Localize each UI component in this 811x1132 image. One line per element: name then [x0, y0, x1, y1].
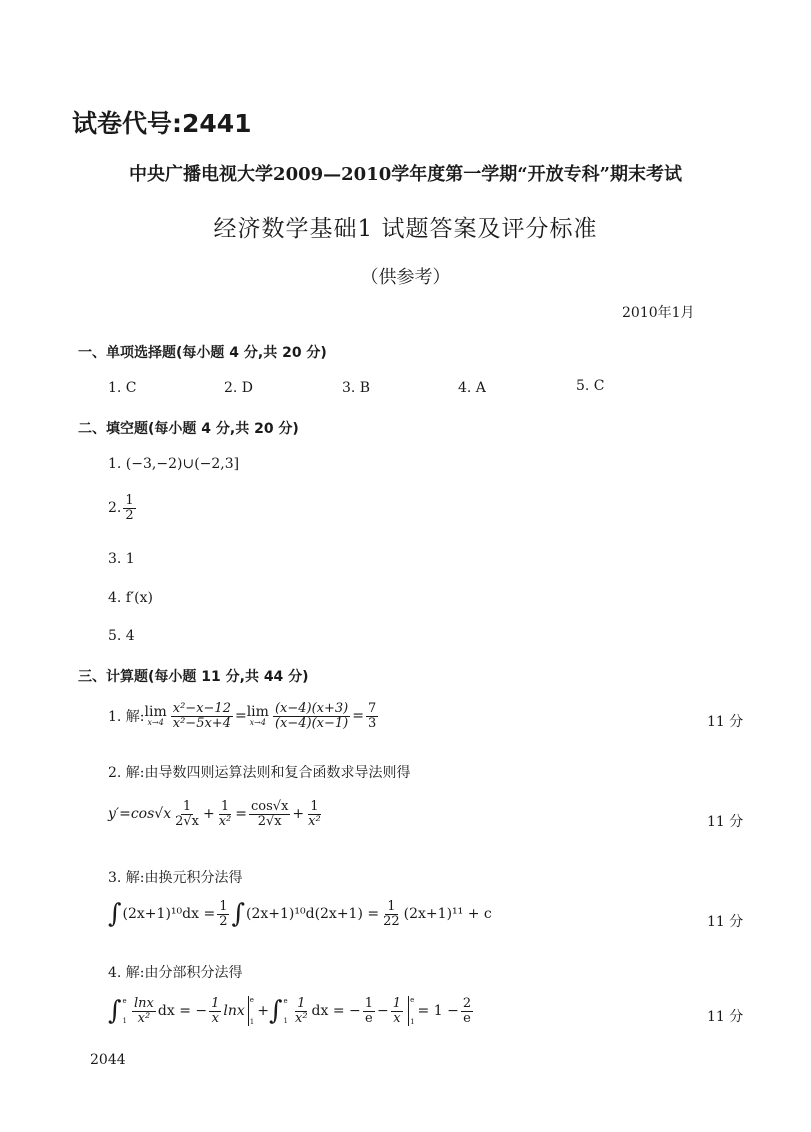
fill-answer-1: 1. (−3,−2)∪(−2,3] — [108, 456, 240, 472]
document-title: 经济数学基础1 试题答案及评分标准 — [213, 216, 598, 242]
fraction — [217, 800, 234, 828]
fraction — [293, 997, 310, 1025]
fill-answer-2-prefix: 2. — [108, 500, 122, 517]
integral-part-1: (2x+1)¹⁰dx = — [122, 906, 216, 923]
calc-answer-2-text: 2. 解:由导数四则运算法则和复合函数求导法则得 — [108, 765, 411, 781]
upper-limit: e — [410, 996, 415, 1004]
fraction-denominator: x — [393, 1010, 401, 1026]
document-date: 2010年1月 — [622, 305, 695, 321]
integral-part-1: dx = − — [157, 1003, 208, 1019]
calc-answer-1-prefix: 1. 解: — [108, 709, 145, 726]
calc-answer-3-formula — [108, 900, 492, 928]
fraction-numerator: 1 — [392, 995, 402, 1011]
equals-sign: = — [352, 708, 364, 725]
lower-limit: 1 — [410, 1018, 415, 1026]
fraction-numerator: 2 — [462, 995, 472, 1011]
integral-limits — [284, 997, 288, 1025]
fraction — [363, 997, 375, 1025]
limit-label: lim — [144, 704, 167, 721]
integral-sign: ∫ — [231, 899, 246, 930]
exam-school-line: 中央广播电视大学2009—2010学年度第一学期“开放专科”期末考试 — [129, 164, 682, 185]
fraction-numerator: 1 — [387, 899, 396, 914]
integral-part-4: dx = − — [311, 1003, 361, 1019]
limit-label: lim — [246, 704, 269, 721]
fraction-denominator: 3 — [367, 715, 377, 731]
fraction — [391, 997, 403, 1025]
fraction-numerator: (x−4)(x+3) — [274, 701, 349, 716]
fraction — [171, 702, 233, 730]
equals-sign: = — [234, 708, 247, 725]
fraction — [132, 997, 156, 1025]
integral-part-2: (2x+1)¹⁰d(2x+1) = — [246, 906, 380, 923]
fraction-denominator: 2√x — [257, 813, 282, 829]
fraction-denominator: x² — [137, 1010, 151, 1026]
fraction — [381, 900, 402, 928]
fraction-numerator: x²−x−12 — [172, 701, 231, 716]
evaluation-limits — [250, 996, 254, 1026]
evaluation-limits — [410, 996, 414, 1026]
lower-limit: 1 — [283, 1017, 288, 1025]
fraction-numerator: 1 — [125, 493, 134, 508]
fraction-denominator: e — [463, 1010, 471, 1026]
fraction-denominator: (x−4)(x−1) — [274, 715, 349, 731]
score-q3: 11 分 — [707, 914, 744, 930]
equals-sign: = — [235, 806, 247, 823]
plus-sign: + — [292, 806, 305, 823]
fraction — [306, 800, 323, 828]
integral-limits — [123, 997, 127, 1025]
fraction — [273, 702, 350, 730]
reference-note: （供参考） — [360, 267, 451, 288]
fraction-denominator: x²−5x+4 — [172, 715, 231, 731]
fraction — [249, 800, 290, 828]
integral-part-3: (2x+1)¹¹ + c — [403, 906, 492, 923]
fraction-denominator: 22 — [383, 913, 400, 929]
fraction — [209, 997, 221, 1025]
calc-answer-3-text: 3. 解:由换元积分法得 — [108, 870, 243, 886]
page-footer-code: 2044 — [90, 1052, 126, 1068]
limit-subscript: x→4 — [147, 718, 164, 728]
fill-answer-2 — [108, 494, 138, 522]
calc-answer-4-formula — [108, 996, 475, 1026]
plus-sign: + — [202, 806, 215, 823]
fraction-numerator: 1 — [310, 799, 319, 814]
fraction-denominator: x² — [218, 813, 232, 829]
fraction — [173, 800, 201, 828]
fraction-denominator: x² — [308, 813, 321, 829]
fraction — [123, 494, 135, 522]
answer-1: 1. C — [108, 380, 137, 396]
integral-part-5: − — [377, 1003, 389, 1019]
section1-heading: 一、单项选择题(每小题 4 分,共 20 分) — [78, 345, 327, 361]
upper-limit: e — [283, 997, 288, 1005]
fraction-denominator: e — [365, 1010, 373, 1026]
integral-sign: ∫ — [108, 996, 122, 1026]
fraction-denominator: x² — [295, 1010, 308, 1026]
fraction-numerator: lnx — [134, 995, 154, 1011]
answer-5: 5. C — [576, 378, 605, 394]
fraction-denominator: x — [211, 1010, 219, 1026]
fraction-numerator: 1 — [182, 799, 192, 814]
fraction-denominator: 2 — [125, 507, 134, 523]
calc-answer-1 — [108, 702, 380, 730]
calc-answer-2-formula — [108, 800, 325, 828]
lower-limit: 1 — [122, 1017, 128, 1025]
answer-4: 4. A — [458, 380, 486, 396]
calc-answer-4-text: 4. 解:由分部积分法得 — [108, 965, 243, 981]
integral-part-6: = 1 − — [417, 1003, 459, 1019]
fraction-numerator: 1 — [297, 995, 306, 1011]
score-q1: 11 分 — [707, 714, 744, 730]
score-q2: 11 分 — [707, 814, 744, 830]
limit-operator — [145, 705, 167, 727]
integral-part-2: lnx — [223, 1003, 245, 1019]
fraction-denominator: 2√x — [175, 813, 199, 829]
fraction — [461, 997, 473, 1025]
answer-2: 2. D — [224, 380, 254, 396]
fraction-numerator: 1 — [364, 995, 374, 1011]
limit-subscript: x→4 — [249, 718, 266, 728]
fraction-numerator: 1 — [211, 995, 220, 1011]
section2-heading: 二、填空题(每小题 4 分,共 20 分) — [78, 421, 299, 437]
derivative-lhs: y′=cos√x — [108, 806, 172, 823]
upper-limit: e — [122, 997, 127, 1005]
fill-answer-5: 5. 4 — [108, 628, 135, 644]
fraction-denominator: 2 — [219, 913, 228, 929]
fill-answer-3: 3. 1 — [108, 551, 135, 567]
evaluation-bar — [248, 996, 249, 1026]
exam-code: 试卷代号:2441 — [72, 109, 252, 138]
fill-answer-4: 4. f′(x) — [108, 590, 153, 606]
fraction-numerator: 1 — [219, 899, 228, 914]
fraction-numerator: cos√x — [251, 799, 289, 814]
integral-sign: ∫ — [108, 899, 122, 930]
score-q4: 11 分 — [707, 1009, 744, 1025]
upper-limit: e — [249, 996, 254, 1004]
integral-sign: ∫ — [268, 996, 283, 1026]
limit-operator — [247, 705, 269, 727]
fraction — [217, 900, 229, 928]
integral-part-3: + — [257, 1003, 269, 1019]
fraction — [366, 702, 378, 730]
fraction-numerator: 1 — [220, 799, 230, 814]
evaluation-bar — [408, 996, 409, 1026]
answer-3: 3. B — [342, 380, 371, 396]
fraction-numerator: 7 — [367, 701, 377, 716]
section3-heading: 三、计算题(每小题 11 分,共 44 分) — [78, 669, 309, 685]
lower-limit: 1 — [249, 1018, 255, 1026]
